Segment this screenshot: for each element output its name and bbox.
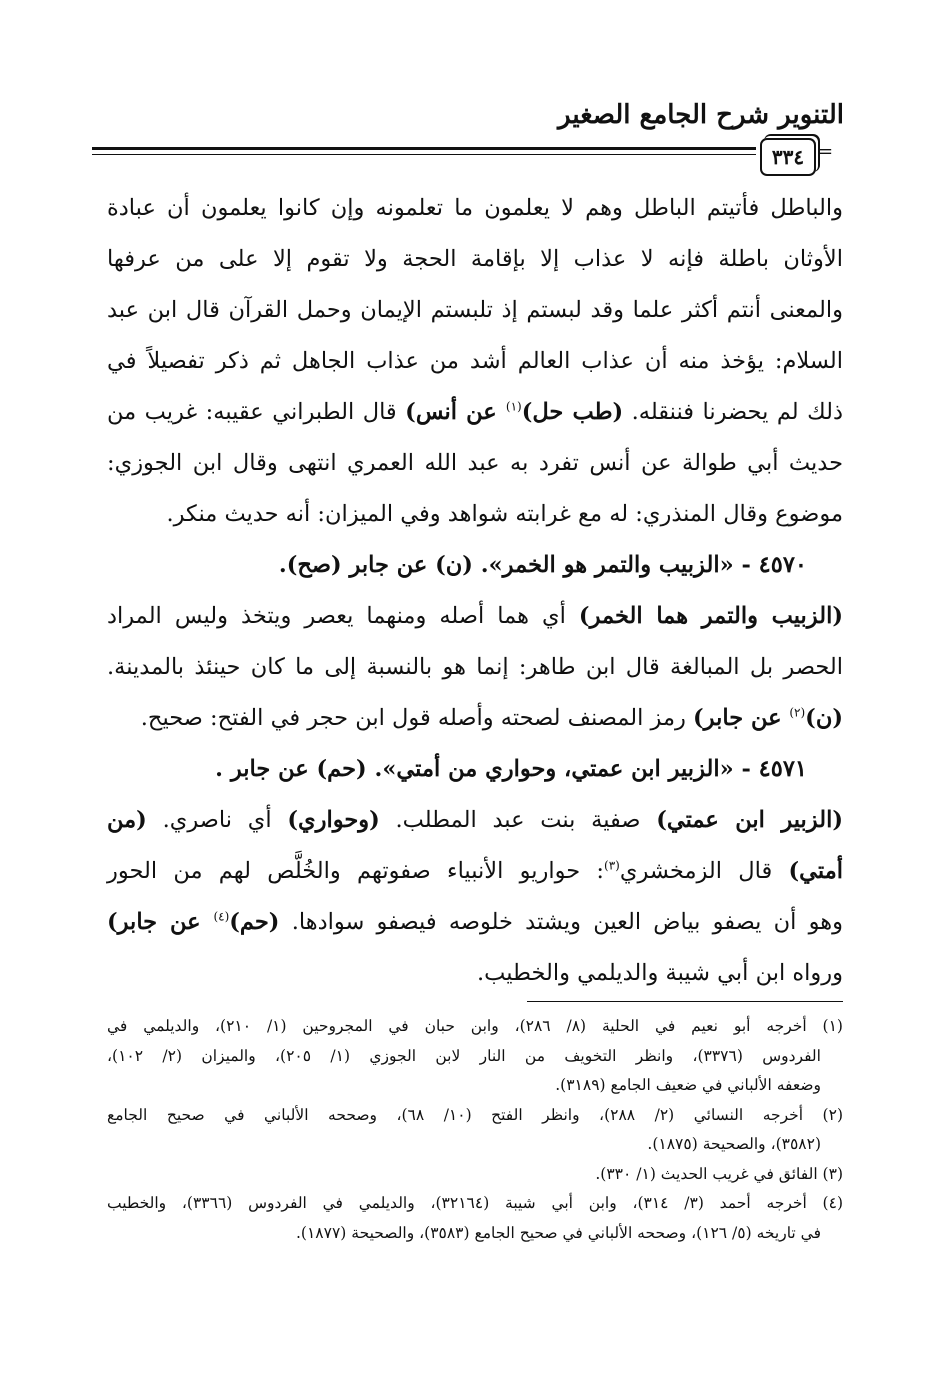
book-title: التنوير شرح الجامع الصغير (558, 100, 844, 130)
footnote-ref: (٤) (213, 909, 230, 924)
footnote-line: الفردوس (٣٣٧٦)، وانظر التخويف من النار لابن الجوزي (١/ ٢٠٥)، والميزان (٢/ ١٠٢)، (107, 1046, 821, 1065)
text: الأوثان باطلة فإنه لا عذاب إلا بإقامة الحجة ولا تقوم إلا على من عرفها (107, 246, 843, 272)
bold-text: (من (107, 807, 147, 833)
text: موضوع وقال المنذري: له مع غرابته شواهد وفي الميزان: أنه حديث منكر. (166, 501, 843, 527)
text-line (107, 336, 843, 387)
footnote-line: (٣) الفائق في غريب الحديث (١/ ٣٣٠). (595, 1164, 843, 1183)
header-rule-thin (92, 154, 756, 155)
text: أي هما أصله ومنهما يعصر ويتخذ وليس المراد (107, 603, 579, 629)
footnotes (107, 1012, 843, 1248)
footnote-ref: (٢) (789, 705, 806, 720)
text: قال الطبراني عقيبه: غريب من (107, 399, 406, 425)
header-rule (92, 147, 756, 150)
text-line (107, 387, 843, 438)
text: صفية بنت عبد المطلب. (379, 807, 657, 833)
footnote-line: (١) أخرجه أبو نعيم في الحلية (٨/ ٢٨٦)، وابن حبان في المجروحين (١/ ٢١٠)، والديلمي في (107, 1017, 843, 1035)
text-line (107, 183, 843, 234)
text-line (107, 642, 843, 693)
page-number: ٣٣٤ (760, 138, 816, 176)
text: الحصر بل المبالغة قال ابن طاهر: إنما هو بالنسبة إلى ما كان حينئذ بالمدينة. (107, 654, 843, 680)
text: حديث أبي طوالة عن أنس تفرد به عبد الله العمري انتهى وقال ابن الجوزي: (107, 450, 843, 476)
main-text (107, 183, 843, 999)
text: رمز المصنف لصحته وأصله قول ابن حجر في الفتح: صحيح. (140, 705, 694, 731)
text: قال الزمخشري (619, 858, 789, 884)
text-line (107, 489, 843, 540)
text-line (107, 846, 843, 897)
bold-text: أمتي) (788, 858, 843, 884)
footnote-ref: (٣) (604, 858, 620, 873)
footnote-line: (٣٥٨٢)، والصحيحة (١٨٧٥). (647, 1135, 821, 1153)
text: السلام: يؤخذ منه أن عذاب العالم أشد من عذاب الجاهل ثم ذكر تفصيلاً في (107, 348, 843, 374)
bold-text: (ن) (805, 705, 843, 731)
bold-text: عن أنس) (405, 399, 506, 425)
bold-text: ٤٥٧٠ - «الزبيب والتمر هو الخمر». (ن) عن جابر (صح). (278, 552, 807, 578)
text-line (107, 795, 843, 846)
text-line (107, 438, 843, 489)
bold-text: عن جابر) (693, 705, 790, 731)
page-number-ornament: = (818, 141, 834, 162)
bold-text: (وحواري) (287, 807, 380, 833)
footnote-line: في تاريخه (٥/ ١٢٦)، وصححه الألباني في صحيح الجامع (٣٥٨٣)، والصحيحة (١٨٧٧). (296, 1223, 821, 1242)
text-line (107, 591, 843, 642)
text: : حواريو الأنبياء صفوتهم والخُلَّص لهم من الحور (107, 858, 604, 884)
footnote-line: (٤) أخرجه أحمد (٣/ ٣١٤)، وابن أبي شيبة (٣٢١٦٤)، والديلمي في الفردوس (٣٣٦٦)، والخطيب (107, 1194, 843, 1212)
bold-text: (حم) (229, 909, 280, 935)
hadith-heading (107, 744, 843, 795)
bold-text: ٤٥٧١ - «الزبير ابن عمتي، وحواري من أمتي». (حم) عن جابر . (215, 756, 807, 782)
text-line (107, 285, 843, 336)
footnote-ref: (١) (505, 399, 522, 414)
footnote-line: (٢) أخرجه النسائي (٢/ ٢٨٨)، وانظر الفتح (١٠/ ٦٨)، وصححه الألباني في صحيح الجامع (107, 1105, 843, 1124)
text: والباطل فأتيتم الباطل وهم لا يعلمون ما تعلمونه وإن كانوا يعلمون أن عبادة (107, 195, 843, 221)
bold-text: (طب حل) (521, 399, 624, 425)
text: أي ناصري. (146, 807, 288, 833)
text: ورواه ابن أبي شيبة والديلمي والخطيب. (476, 960, 843, 986)
text-line (107, 897, 843, 948)
bold-text: (الزبيب والتمر هما الخمر) (578, 603, 843, 629)
hadith-heading (107, 540, 843, 591)
text-line (107, 948, 843, 999)
footnote-line: وضعفه الألباني في ضعيف الجامع (٣١٨٩). (555, 1076, 821, 1094)
bold-text: (الزبير ابن عمتي) (656, 807, 843, 833)
text: والمعنى أنتم أكثر علما وقد لبستم إذ تلبستم الإيمان وحمل القرآن قال ابن عبد (107, 297, 843, 323)
text-line (107, 234, 843, 285)
bold-text: عن جابر) (107, 909, 214, 935)
text: وهو أن يصفو بياض العين ويشتد خلوصه فيصفو سوادها. (279, 909, 843, 935)
text-line (107, 693, 843, 744)
footnote-separator (527, 1001, 843, 1002)
text: ذلك لم يحضرنا فننقله. (623, 399, 843, 425)
